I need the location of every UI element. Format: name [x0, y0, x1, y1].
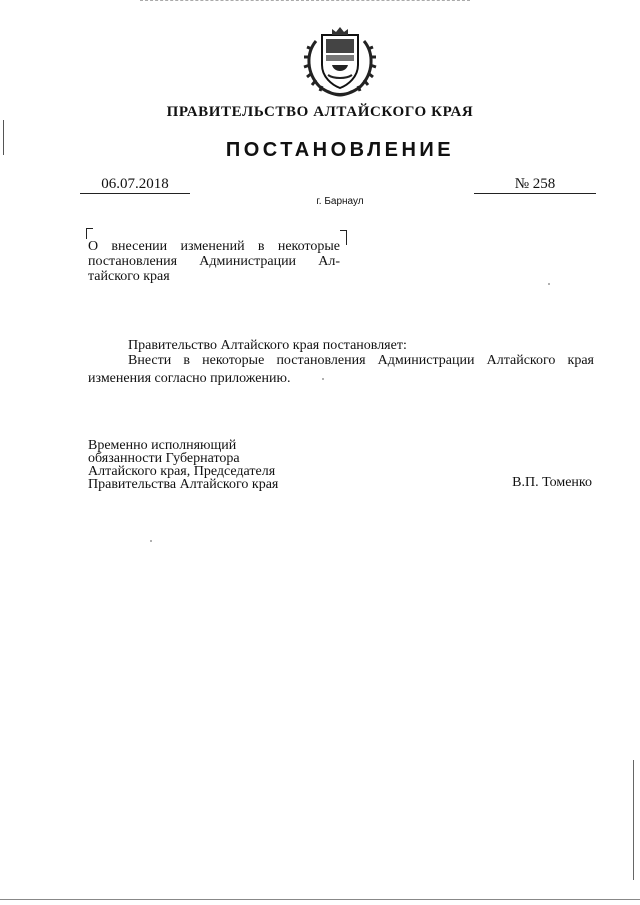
signatory-title-line: Временно исполняющий: [88, 438, 237, 453]
signatory-title-line: Алтайского края, Председателя: [88, 464, 276, 479]
city: г. Барнаул: [316, 196, 364, 207]
scan-speck: [150, 540, 152, 542]
scan-artifact-top: [140, 0, 470, 2]
signatory-name: В.П. Томенко: [512, 475, 592, 490]
subject-corner-left: [86, 228, 93, 239]
document-date: 06.07.2018: [101, 176, 169, 192]
subject-line: постановления Администрации Ал-: [88, 254, 340, 269]
document-subject: [88, 239, 340, 284]
number-underline: [474, 193, 596, 194]
subject-corner-right: [340, 230, 347, 245]
scan-edge-right: [633, 760, 634, 880]
signatory-title-line: обязанности Губернатора: [88, 451, 240, 466]
subject-line: тайского края: [88, 269, 170, 284]
signatory-title: [88, 439, 348, 491]
body-paragraph-2: Внести в некоторые постановления Администрации Алтайского края изменения согласно приложению.: [88, 353, 594, 386]
coat-of-arms-icon: [302, 25, 378, 97]
subject-line: О внесении изменений в некоторые: [88, 239, 340, 254]
signatory-title-line: Правительства Алтайского края: [88, 477, 279, 492]
scan-speck: [322, 378, 324, 380]
scan-edge-bottom: [0, 899, 640, 900]
document-number: № 258: [514, 176, 556, 192]
date-underline: [80, 193, 190, 194]
organization-title: ПРАВИТЕЛЬСТВО АЛТАЙСКОГО КРАЯ: [166, 104, 474, 120]
document-type-heading: ПОСТАНОВЛЕНИЕ: [225, 139, 455, 161]
scan-speck: [548, 283, 550, 285]
body-paragraph-1: Правительство Алтайского края постановляет:: [128, 338, 407, 353]
